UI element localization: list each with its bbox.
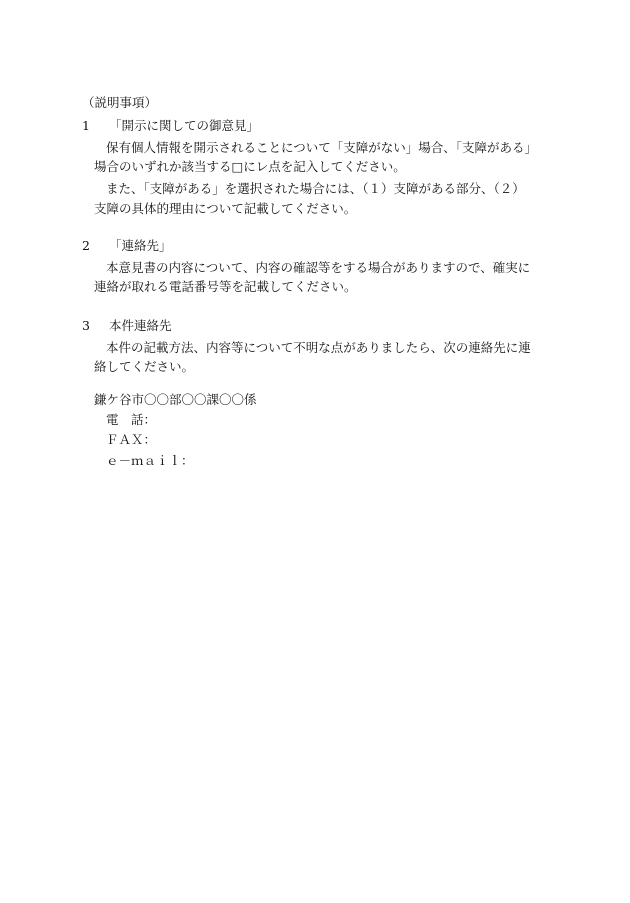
section-title-2: 「連絡先」 bbox=[109, 238, 172, 253]
section-number-1: 1 bbox=[82, 118, 90, 133]
section-number-2: 2 bbox=[82, 238, 90, 253]
explanation-heading: （説明事項） bbox=[82, 95, 158, 110]
section-1-paragraph-2-line-1: また、「支障がある」を選択された場合には、（１）支障がある部分、（２） bbox=[106, 181, 525, 196]
section-number-3: 3 bbox=[82, 318, 90, 333]
section-2-paragraph-1-line-2: 連絡が取れる電話番号等を記載してください。 bbox=[94, 279, 357, 294]
section-1-paragraph-1-line-1: 保有個人情報を開示されることについて「支障がない」場合、「支障がある」 bbox=[106, 140, 538, 155]
contact-email-label: ｅ－ｍａｉｌ： bbox=[106, 453, 194, 468]
section-1-paragraph-1-line-2: 場合のいずれか該当する□にレ点を記入してください。 bbox=[94, 159, 406, 174]
section-2-paragraph-1-line-1: 本意見書の内容について、内容の確認等をする場合がありますので、確実に bbox=[106, 260, 531, 275]
section-3-paragraph-1-line-2: 絡してください。 bbox=[94, 359, 195, 374]
section-1-paragraph-2-line-2: 支障の具体的理由について記載してください。 bbox=[94, 201, 357, 216]
section-title-3: 本件連絡先 bbox=[109, 318, 172, 333]
section-title-1: 「開示に関しての御意見」 bbox=[109, 118, 260, 133]
contact-phone-label: 電 話： bbox=[106, 412, 157, 427]
contact-fax-label: ＦＡＸ： bbox=[106, 432, 157, 447]
contact-department: 鎌ケ谷市〇〇部〇〇課〇〇係 bbox=[94, 392, 257, 407]
section-3-paragraph-1-line-1: 本件の記載方法、内容等について不明な点がありましたら、次の連絡先に連 bbox=[106, 340, 531, 355]
